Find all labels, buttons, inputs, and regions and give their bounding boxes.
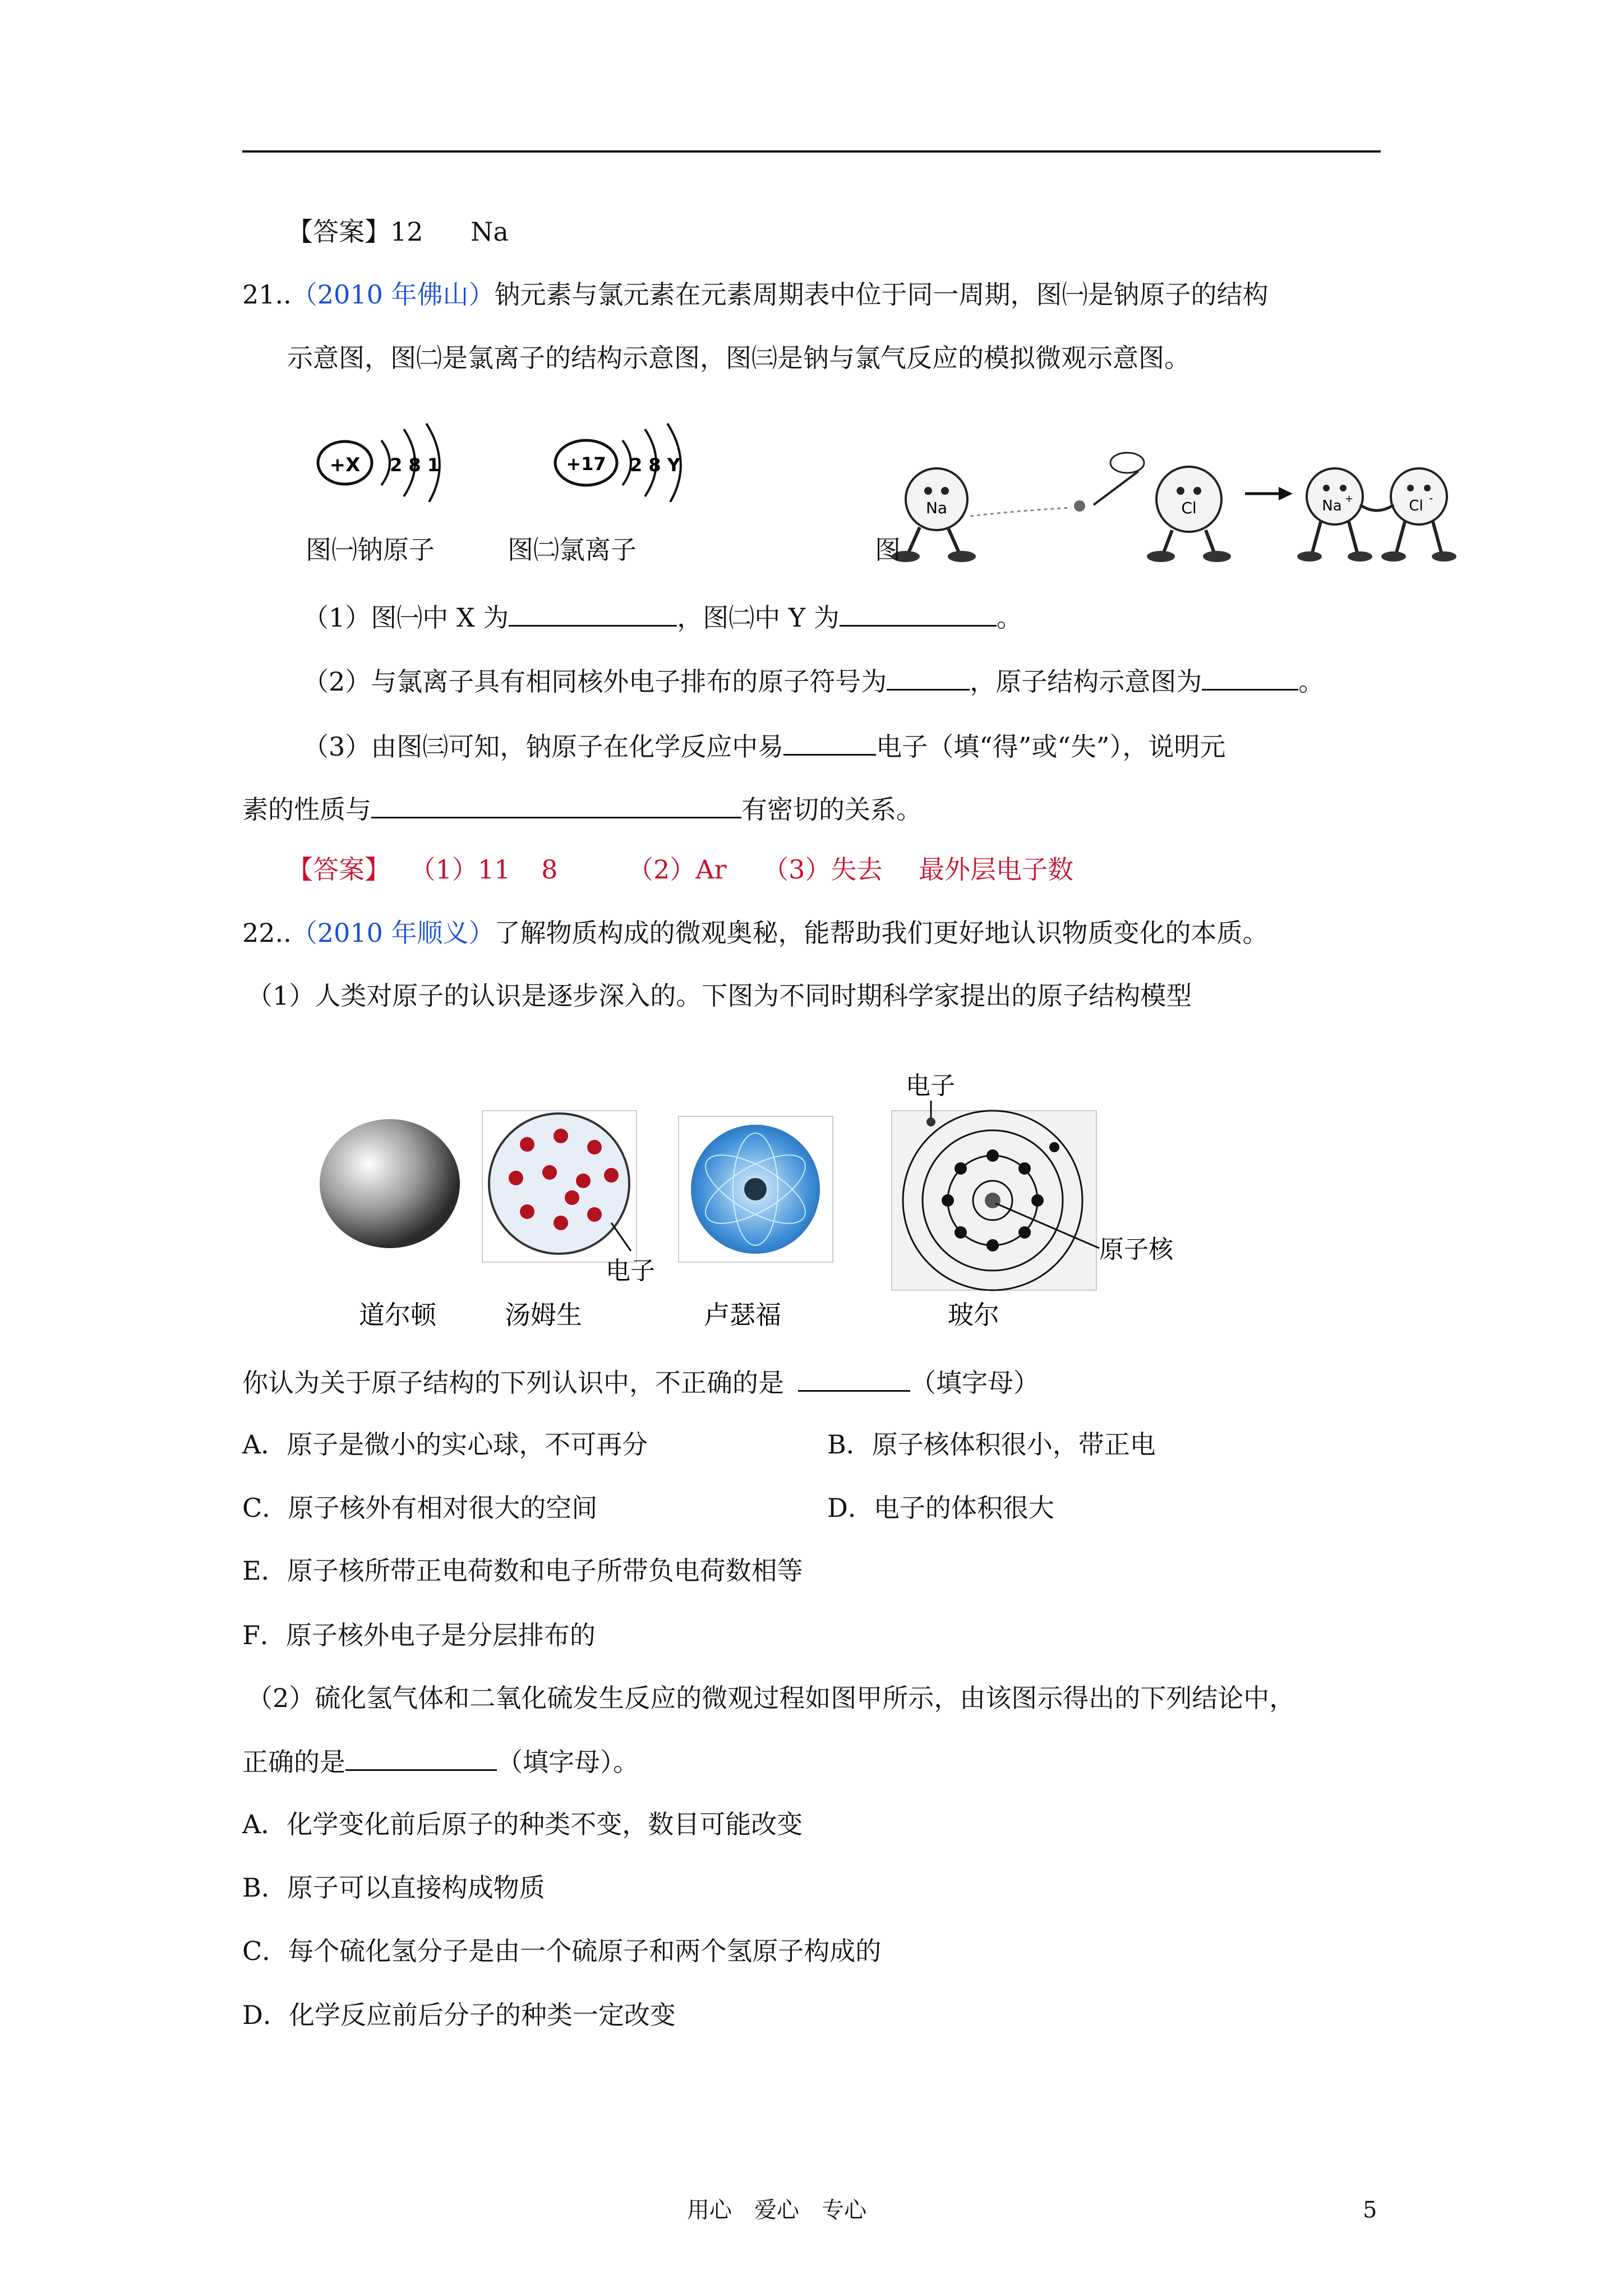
- q21-part1: （1）图㈠中 X 为 ，图㈡中 Y 为 。: [303, 599, 1022, 634]
- q21-source: （2010 年佛山）: [291, 279, 495, 310]
- option2-b: B．原子可以直接构成物质: [242, 1872, 545, 1903]
- blank-gain-lose[interactable]: [783, 728, 876, 756]
- option-d: D．电子的体积很大: [827, 1493, 1054, 1523]
- q22-part2: （2）硫化氢气体和二氧化硫发生反应的微观过程如图甲所示，由该图示得出的下列结论中，: [247, 1683, 1295, 1713]
- rutherford-nucleus: [744, 1178, 767, 1200]
- atom-structure-diagram-1: [314, 418, 460, 502]
- q21-part2: （2）与氯离子具有相同核外电子排布的原子符号为 ，原子结构示意图为 。: [303, 663, 1324, 698]
- blank-y[interactable]: [840, 599, 997, 627]
- q22-part1: （1）人类对原子的认识是逐步深入的。下图为不同时期科学家提出的原子结构模型: [247, 981, 1192, 1011]
- bohr-nucleus-label: 原子核: [1099, 1235, 1173, 1264]
- fig3-caption-partial: 图: [875, 535, 901, 565]
- option-e: E．原子核所带正电荷数和电子所带负电荷数相等: [242, 1556, 803, 1586]
- cl-ion-label: Cl: [1409, 498, 1423, 514]
- option-a: A．原子是微小的实心球，不可再分: [242, 1429, 648, 1460]
- q22-text1: 了解物质构成的微观奥秘，能帮助我们更好地认识物质变化的本质。: [494, 918, 1269, 948]
- q22-number: 22..: [242, 918, 292, 948]
- na-ion-charge: +: [1345, 493, 1354, 505]
- model-name-rutherford: 卢瑟福: [704, 1300, 781, 1330]
- atom-structure-diagram-2: [552, 418, 698, 502]
- fig1-caption: 图㈠钠原子: [306, 535, 435, 565]
- q22-part2-cont: 正确的是 （填字母）。: [242, 1743, 639, 1779]
- blank-incorrect-choice[interactable]: [798, 1364, 910, 1392]
- fig2-caption: 图㈡氯离子: [508, 535, 637, 565]
- q21-line2: 示意图，图㈡是氯离子的结构示意图，图㈢是钠与氯气反应的模拟微观示意图。: [287, 343, 1190, 373]
- prev-answer: [287, 215, 509, 249]
- prev-answer-value: Na: [471, 217, 509, 247]
- option-f: F．原子核外电子是分层排布的: [242, 1620, 596, 1650]
- option-c: C．原子核外有相对很大的空间: [242, 1493, 598, 1523]
- na-ion-label: Na: [1322, 498, 1342, 514]
- cl-ion-charge: -: [1429, 491, 1433, 505]
- shell-arc-1: [381, 440, 390, 485]
- blank-structure-diagram[interactable]: [1202, 663, 1298, 691]
- q21-answer: 【答案】 （1）11 8 （2）Ar （3）失去 最外层电子数: [287, 854, 1073, 885]
- blank-property-relation[interactable]: [371, 791, 741, 818]
- model-name-thomson: 汤姆生: [505, 1300, 582, 1330]
- cl-ion-character: [1391, 468, 1447, 524]
- q21-part3-cont: 素的性质与 有密切的关系。: [242, 791, 922, 826]
- reaction-illustration: [875, 438, 1481, 572]
- header-rule: [242, 150, 1381, 153]
- model-name-dalton: 道尔顿: [359, 1300, 436, 1330]
- footer-motto: 用心 爱心 专心: [687, 2197, 866, 2223]
- q22-source: （2010 年顺义）: [291, 918, 495, 948]
- dalton-model-sphere: [320, 1119, 460, 1248]
- na-label: Na: [925, 499, 948, 517]
- bohr-electron-label: 电子: [906, 1071, 955, 1100]
- na-ion-character: [1307, 468, 1363, 524]
- blank-correct-choice[interactable]: [345, 1743, 497, 1771]
- bohr-nucleus: [985, 1193, 1000, 1208]
- fig1-sodium-atom: [314, 418, 460, 502]
- option2-c: C．每个硫化氢分子是由一个硫原子和两个氢原子构成的: [242, 1936, 882, 1966]
- model-name-bohr: 玻尔: [948, 1300, 999, 1330]
- q22-line1: [242, 916, 1268, 950]
- flying-electron: [1074, 500, 1085, 512]
- fig2-shells-label: 2 8 Y: [630, 454, 680, 476]
- atomic-models-figure: [314, 1055, 1211, 1335]
- net-icon: [1110, 453, 1144, 473]
- option2-d: D．化学反应前后分子的种类一定改变: [242, 2000, 676, 2030]
- fig1-shells-label: 2 8 1: [390, 454, 440, 476]
- q21-number: 21..: [242, 279, 292, 310]
- q21-part3: （3）由图㈢可知，钠原子在化学反应中易 电子（填“得”或“失”），说明元: [303, 728, 1225, 763]
- prev-answer-label: 【答案】12: [287, 217, 423, 247]
- fig1-nucleus-label: +X: [329, 454, 361, 476]
- page-number: 5: [1363, 2197, 1377, 2223]
- thomson-electron-label: 电子: [606, 1257, 655, 1285]
- fig3-reaction-cartoon: [875, 438, 1481, 572]
- fig2-chloride-ion: [552, 418, 698, 502]
- q22-question1: 你认为关于原子结构的下列认识中，不正确的是 （填字母）: [242, 1364, 1039, 1400]
- option2-a: A．化学变化前后原子的种类不变，数目可能改变: [242, 1809, 803, 1839]
- q21-text1: 钠元素与氯元素在元素周期表中位于同一周期，图㈠是钠原子的结构: [494, 279, 1269, 310]
- atomic-models-illustration: [314, 1055, 1211, 1335]
- holding-hands: [1360, 505, 1394, 510]
- q21-line1: [242, 278, 1268, 311]
- blank-atom-symbol[interactable]: [887, 663, 970, 691]
- cl-label: Cl: [1181, 499, 1197, 517]
- fig2-nucleus-label: +17: [566, 453, 606, 475]
- option-b: B．原子核体积很小，带正电: [827, 1429, 1156, 1460]
- blank-x[interactable]: [509, 599, 677, 627]
